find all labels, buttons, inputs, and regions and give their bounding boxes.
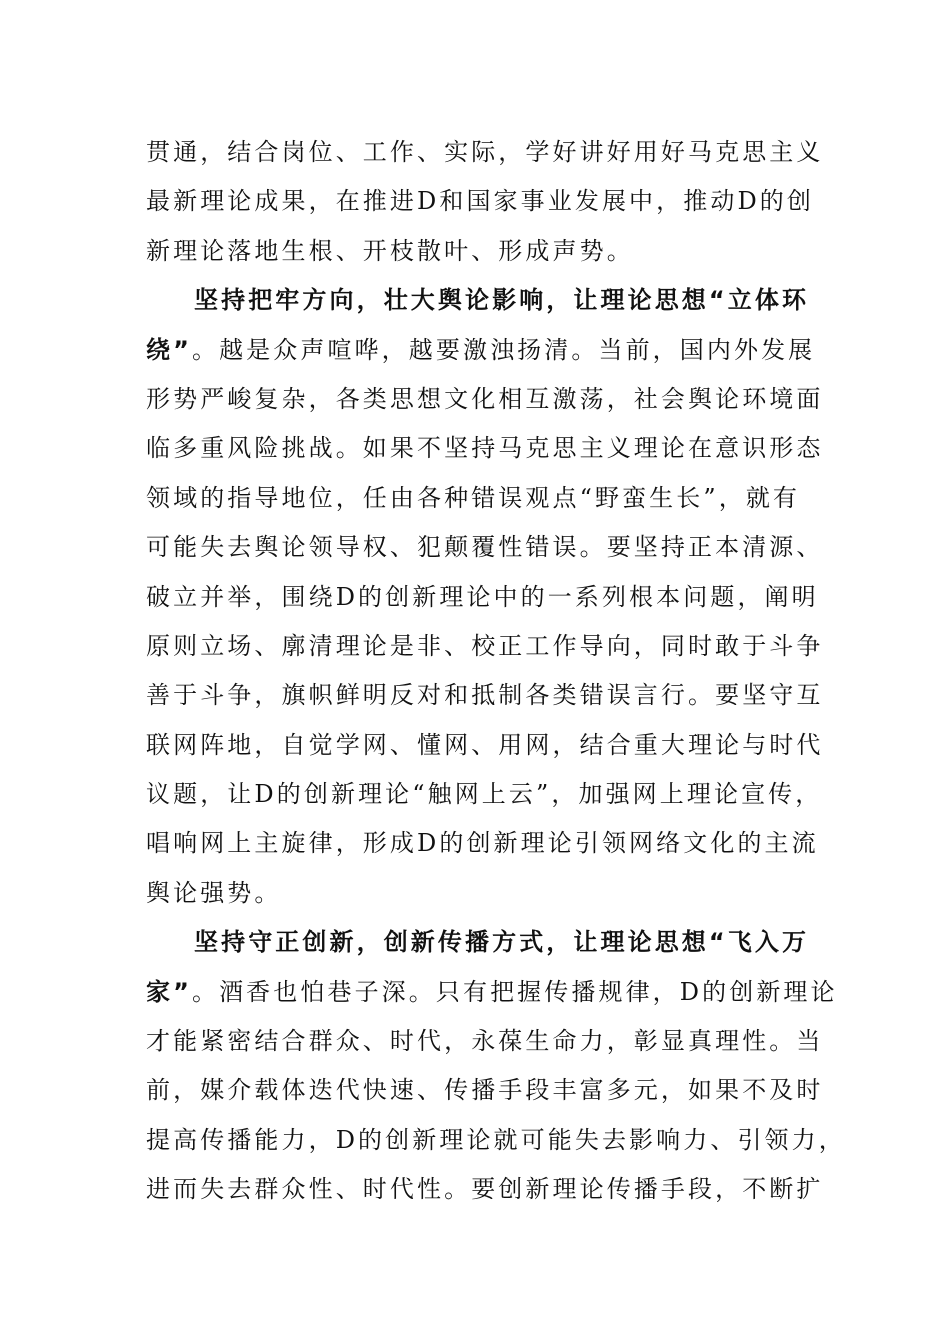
text-line: 形势严峻复杂，各类思想文化相互激荡，社会舆论环境面 (146, 384, 824, 413)
paragraph-heading-end: 绕” (146, 335, 192, 364)
text-line (146, 968, 838, 1017)
text-line: 善于斗争，旗帜鲜明反对和抵制各类错误言行。要坚守互 (146, 681, 824, 710)
text-span: 。酒香也怕巷子深。只有把握传播规律，D的创新理论 (191, 977, 838, 1006)
text-line: 议题，让D的创新理论“触网上云”，加强网上理论宣传， (146, 780, 823, 809)
text-line: 领域的指导地位，任由各种错误观点“野蛮生长”，就有 (146, 483, 801, 512)
text-line: 舆论强势。 (146, 878, 282, 907)
text-line: 唱响网上主旋律，形成D的创新理论引领网络文化的主流 (146, 829, 819, 858)
text-line (146, 326, 816, 375)
paragraph-heading: 坚持守正创新，创新传播方式，让理论思想“飞入万 (194, 928, 810, 957)
paragraph-3 (146, 918, 846, 1214)
text-span: 。越是众声喧哗，越要激浊扬清。当前，国内外发展 (191, 335, 816, 364)
text-line: 破立并举，围绕D的创新理论中的一系列根本问题，阐明 (146, 582, 819, 611)
paragraph-1 (146, 128, 824, 276)
text-line: 临多重风险挑战。如果不坚持马克思主义理论在意识形态 (146, 434, 824, 463)
text-line: 原则立场、廓清理论是非、校正工作导向，同时敢于斗争 (146, 631, 824, 660)
paragraph-heading-end: 家” (146, 977, 192, 1006)
text-line: 前，媒介载体迭代快速、传播手段丰富多元，如果不及时 (146, 1076, 824, 1105)
text-line: 才能紧密结合群众、时代，永葆生命力，彰显真理性。当 (146, 1027, 824, 1056)
text-line: 联网阵地，自觉学网、懂网、用网，结合重大理论与时代 (146, 730, 824, 759)
text-line: 提高传播能力，D的创新理论就可能失去影响力、引领力， (146, 1125, 846, 1154)
paragraph-2 (146, 276, 824, 918)
text-line: 可能失去舆论领导权、犯颠覆性错误。要坚持正本清源、 (146, 533, 824, 562)
text-line: 新理论落地生根、开枝散叶、形成声势。 (146, 236, 634, 265)
paragraph-heading: 坚持把牢方向，壮大舆论影响，让理论思想“立体环 (194, 286, 810, 315)
text-line: 进而失去群众性、时代性。要创新理论传播手段，不断扩 (146, 1175, 824, 1204)
document-body (146, 128, 846, 1215)
text-line: 最新理论成果，在推进D和国家事业发展中，推动D的创 (146, 187, 814, 216)
text-line: 贯通，结合岗位、工作、实际，学好讲好用好马克思主义 (146, 138, 824, 166)
